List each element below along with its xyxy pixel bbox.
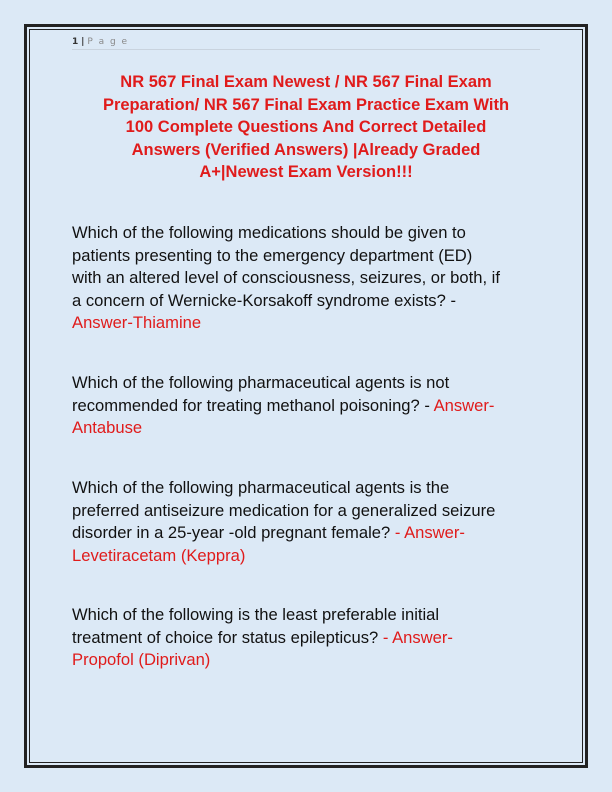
page-header [72, 36, 540, 50]
question-line: Which of the following pharmaceutical agents is not [72, 373, 450, 392]
title-line: A+|Newest Exam Version!!! [199, 163, 413, 181]
page-label: P a g e [87, 37, 129, 47]
answer-label: Answer- [433, 395, 495, 415]
question-line: Which of the following medications should be given to [72, 223, 466, 242]
question-text: treatment of choice for status epilepticus? [72, 627, 379, 647]
question-text: disorder in a 25-year -old pregnant female? [72, 523, 391, 542]
question-line: Which of the following is the least preferable initial [72, 605, 440, 624]
title-line: NR 567 Final Exam Newest / NR 567 Final Exam [120, 73, 492, 91]
question-line-with-answer [72, 395, 542, 418]
question-line: Which of the following pharmaceutical agents is the [72, 478, 450, 497]
question-block-4 [72, 604, 542, 672]
question-line: a concern of Wernicke-Korsakoff syndrome exists? - [72, 290, 456, 310]
question-block-1 [72, 222, 542, 335]
title-line: Preparation/ NR 567 Final Exam Practice Exam With [102, 95, 510, 114]
question-line: patients presenting to the emergency department (ED) [72, 245, 473, 265]
page-number: 1 [72, 37, 79, 47]
question-text: recommended for treating methanol poisoning? - [72, 395, 434, 415]
answer-text: Answer-Thiamine [72, 313, 202, 332]
question-line: with an altered level of consciousness, seizures, or both, if [72, 268, 500, 287]
question-line: preferred antiseizure medication for a generalized seizure [72, 500, 496, 520]
question-block-2 [72, 372, 542, 440]
document-title [72, 71, 540, 184]
answer-text: Propofol (Diprivan) [72, 650, 211, 669]
question-block-3 [72, 477, 542, 567]
answer-label: - Answer- [378, 627, 453, 647]
title-line: 100 Complete Questions And Correct Detailed [125, 118, 487, 136]
answer-text: Antabuse [72, 418, 143, 437]
answer-label: - Answer- [390, 523, 465, 542]
answer-text: Levetiracetam (Keppra) [72, 545, 246, 565]
question-line-with-answer [72, 627, 542, 650]
title-line: Answers (Verified Answers) |Already Graded [131, 140, 481, 159]
header-separator: | [81, 37, 85, 47]
question-line-with-answer [72, 522, 542, 545]
